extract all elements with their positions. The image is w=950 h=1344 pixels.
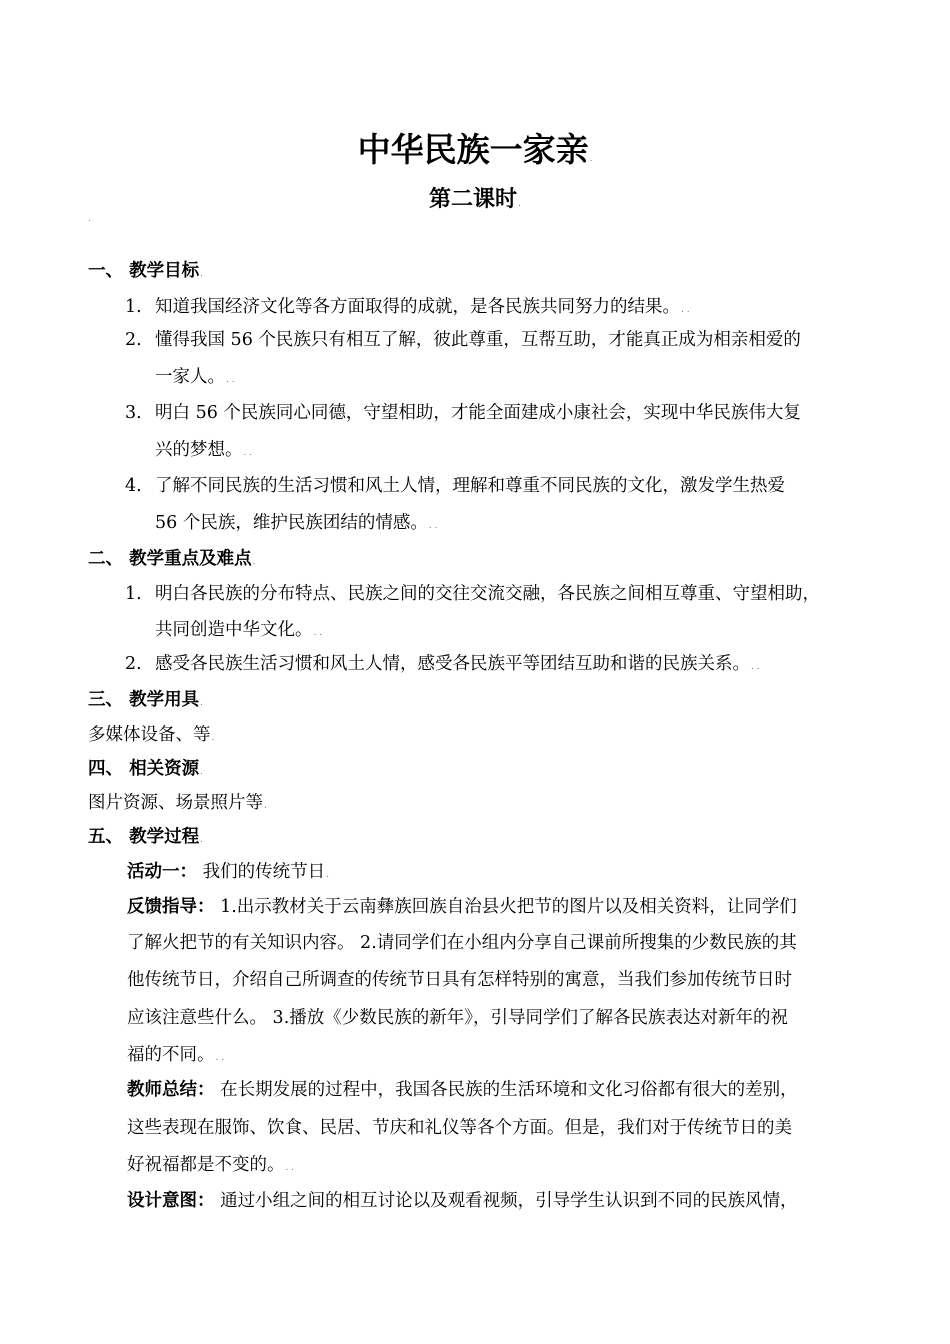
list-item: 1. 知道我国经济文化等各方面取得的成就，是各民族共同努力的结果。. . (125, 297, 690, 317)
feedback-line: 福的不同。. . (127, 1045, 225, 1065)
list-item: 1. 明白各民族的分布特点、民族之间的交往交流交融，各民族之间相互尊重、守望相助， (125, 584, 820, 604)
summary-label: 教师总结： (127, 1080, 215, 1100)
feedback-line: 应该注意些什么。 3.播放《少数民族的新年》，引导同学们了解各民族表达对新年的祝 (127, 1008, 789, 1028)
section-heading-goals: 一、 教学目标. (88, 261, 203, 281)
paragraph-mark: . (88, 214, 91, 224)
summary-line: 这些表现在服饰、饮食、民居、节庆和礼仪等各个方面。但是，我们对于传统节日的美 (127, 1118, 792, 1138)
summary-line: 教师总结： 在长期发展的过程中，我国各民族的生活环境和文化习俗都有很大的差别， (127, 1080, 798, 1100)
activity-label: 活动一： (127, 862, 197, 882)
feedback-line: 他传统节日，介绍自己所调查的传统节日具有怎样特别的寓意，当我们参加传统节日时 (127, 970, 792, 990)
design-intent-line: 设计意图： 通过小组之间的相互讨论以及观看视频，引导学生认识到不同的民族风情， (127, 1191, 798, 1211)
summary-line: 好祝福都是不变的。. . (127, 1155, 295, 1175)
section-heading-key-points: 二、 教学重点及难点. (88, 549, 256, 569)
list-item: 4. 了解不同民族的生活习惯和风土人情，理解和尊重不同民族的文化，激发学生热爱 (125, 476, 785, 496)
document-title: 中华民族一家亲. (357, 130, 593, 169)
list-item-continuation: 一家人。. . (155, 367, 235, 387)
list-item: 2. 懂得我国 56 个民族只有相互了解，彼此尊重，互帮互助，才能真正成为相亲相爱的 (125, 330, 801, 350)
list-item-continuation: 兴的梦想。. . (155, 440, 253, 460)
section-heading-tools: 三、 教学用具. (88, 690, 203, 710)
list-item: 2. 感受各民族生活习惯和风土人情，感受各民族平等团结互助和谐的民族关系。. . (125, 654, 760, 674)
document-subtitle: 第二课时. (429, 187, 521, 212)
design-intent-label: 设计意图： (127, 1191, 215, 1211)
feedback-line: 反馈指导： 1.出示教材关于云南彝族回族自治县火把节的图片以及相关资料，让同学们 (127, 897, 797, 917)
list-item: 3. 明白 56 个民族同心同德，守望相助，才能全面建成小康社会，实现中华民族伟大复 (125, 403, 801, 423)
section-text-resources: 图片资源、场景照片等. (88, 793, 267, 813)
list-item-continuation: 56 个民族，维护民族团结的情感。. . (155, 513, 438, 533)
feedback-line: 了解火把节的有关知识内容。 2.请同学们在小组内分享自己课前所搜集的少数民族的其 (127, 933, 797, 953)
feedback-label: 反馈指导： (127, 897, 215, 917)
activity-line: 活动一： 我们的传统节日. (127, 862, 329, 882)
section-heading-process: 五、 教学过程. (88, 827, 203, 847)
list-item-continuation: 共同创造中华文化。. . (155, 620, 323, 640)
section-heading-resources: 四、 相关资源. (88, 759, 203, 779)
section-text-tools: 多媒体设备、等. (88, 725, 215, 745)
